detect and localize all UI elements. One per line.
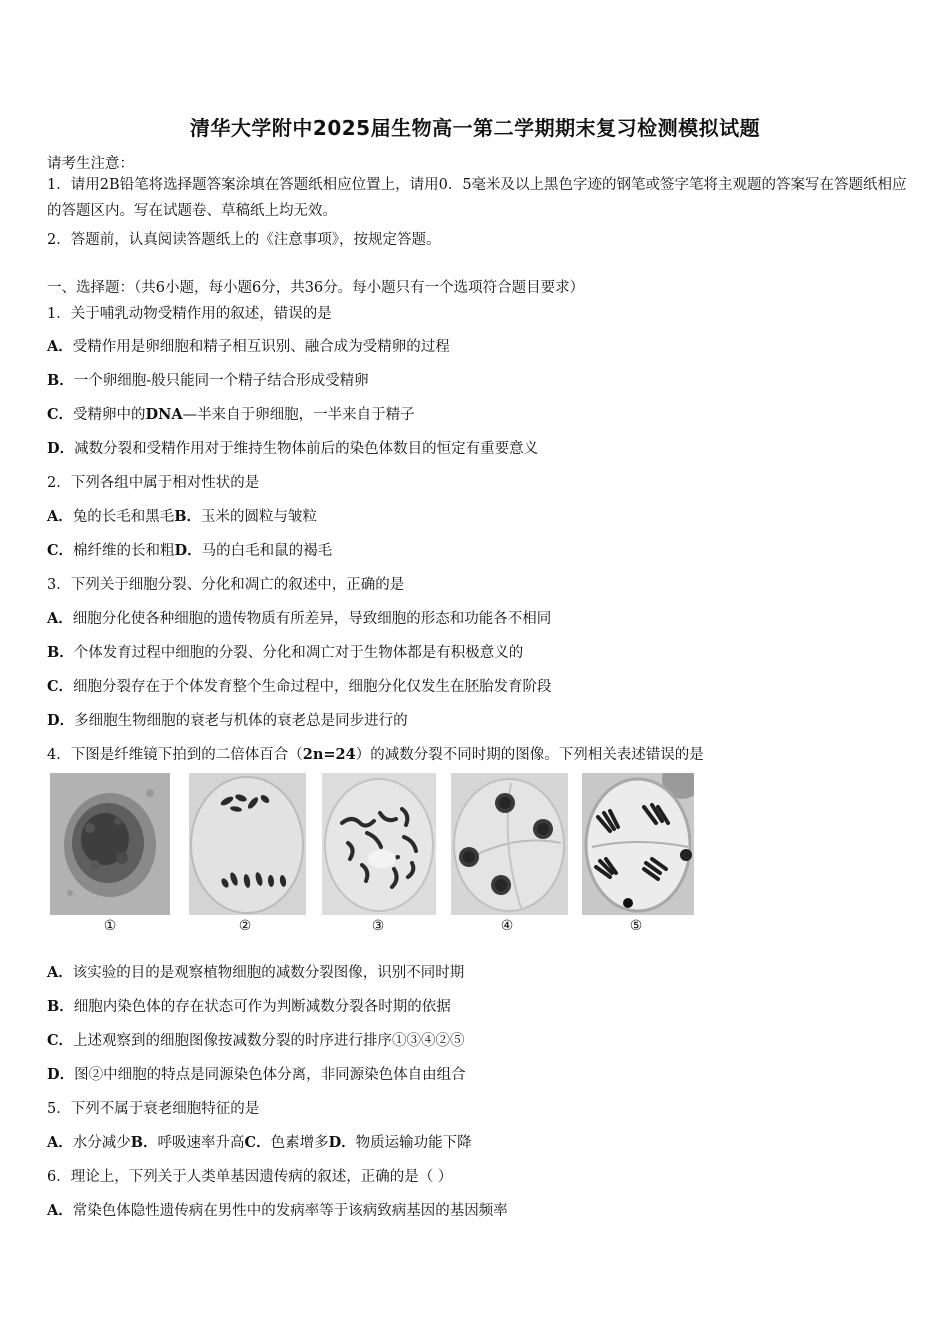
- q2-option-a-label: A．: [47, 508, 73, 525]
- q3-option-b-label: B．: [47, 644, 74, 661]
- notice-item-1: 1．请用2B铅笔将选择题答案涂填在答题纸相应位置上，请用0．5毫米及以上黑色字迹的钢笔或签字笔将主观题的答案写在答题纸相应的答题区内。写在试题卷、草稿纸上均无效。: [47, 177, 907, 219]
- q4-option-b: [47, 995, 451, 1016]
- q1-stem: 1．关于哺乳动物受精作用的叙述，错误的是: [47, 306, 332, 322]
- q4-option-d-text: 图②中细胞的特点是同源染色体分离，非同源染色体自由组合: [74, 1067, 466, 1083]
- section-heading: 一、选择题：（共6小题，每小题6分，共36分。每小题只有一个选项符合题目要求）: [47, 280, 585, 296]
- q3-option-c-label: C．: [47, 678, 74, 695]
- q6-stem: 6．理论上，下列关于人类单基因遗传病的叙述，正确的是（ ）: [47, 1169, 453, 1185]
- q5-option-d-label: D．: [328, 1134, 356, 1151]
- q2-option-d-text: 马的白毛和鼠的褐毛: [201, 543, 333, 559]
- q1-option-a-text: 受精作用是卵细胞和精子相互识别、融合成为受精卵的过程: [72, 339, 450, 355]
- figure-label-2: ②: [238, 918, 252, 934]
- q1-option-c: [47, 403, 415, 424]
- q4-stem-formula: 2n=24: [302, 746, 356, 763]
- q4-option-a-text: 该实验的目的是观察植物细胞的减数分裂图像，识别不同时期: [72, 965, 465, 981]
- notice-heading: 请考生注意：: [47, 156, 134, 172]
- q2-option-b-label: B．: [174, 508, 202, 525]
- q4-option-a-label: A．: [47, 964, 73, 981]
- q4-option-c-text: 上述观察到的细胞图像按减数分裂的时序进行排序①③④②⑤: [73, 1033, 465, 1049]
- q5-options: [47, 1131, 472, 1152]
- q4-stem-pre: 4．下图是纤维镜下拍到的二倍体百合（: [47, 747, 303, 763]
- q1-option-d: [47, 437, 538, 458]
- q6-option-a-text: 常染色体隐性遗传病在男性中的发病率等于该病致病基因的基因频率: [72, 1203, 508, 1219]
- q4-stem: [47, 743, 704, 764]
- q5-option-b: [131, 1135, 245, 1151]
- q1-option-c-label: C．: [47, 406, 74, 423]
- micrograph-panel-2: [189, 773, 306, 915]
- q1-option-b: [47, 369, 369, 390]
- q3-option-a-text: 细胞分化使各种细胞的遗传物质有所差异，导致细胞的形态和功能各不相同: [72, 611, 552, 627]
- figure-label-3: ③: [371, 918, 385, 934]
- micrograph-figure: [50, 773, 700, 943]
- q3-option-b-text: 个体发育过程中细胞的分裂、分化和凋亡对于生物体都是有积极意义的: [73, 645, 524, 661]
- q2-options-cd: [47, 539, 332, 560]
- q1-option-d-label: D．: [47, 440, 75, 457]
- micrograph-panel-3: [322, 773, 436, 915]
- q6-option-a-label: A．: [47, 1202, 73, 1219]
- exam-title: 清华大学附中2025届生物高一第二学期期末复习检测模拟试题: [189, 116, 761, 140]
- q5-option-d-text: 物质运输功能下降: [355, 1135, 472, 1151]
- q5-option-b-text: 呼吸速率升高: [157, 1135, 245, 1151]
- q4-option-c: [47, 1029, 465, 1050]
- figure-label-4: ④: [500, 918, 514, 934]
- q1-option-c-text-pre: 受精卵中的: [73, 407, 146, 423]
- q3-option-d-text: 多细胞生物细胞的衰老与机体的衰老总是同步进行的: [74, 713, 408, 729]
- q3-option-c: [47, 675, 552, 696]
- q5-option-a: [47, 1135, 131, 1151]
- q1-option-d-text: 减数分裂和受精作用对于维持生物体前后的染色体数目的恒定有重要意义: [74, 441, 539, 457]
- q1-option-a-label: A．: [47, 338, 73, 355]
- q4-option-b-text: 细胞内染色体的存在状态可作为判断减数分裂各时期的依据: [73, 999, 451, 1015]
- q5-stem: 5．下列不属于衰老细胞特征的是: [47, 1101, 260, 1117]
- q5-option-c-label: C．: [244, 1134, 271, 1151]
- q5-option-c-text: 色素增多: [270, 1135, 329, 1151]
- q5-option-a-label: A．: [47, 1134, 73, 1151]
- q6-option-a: [47, 1199, 508, 1220]
- q5-option-b-label: B．: [130, 1134, 158, 1151]
- q3-option-a: [47, 607, 551, 628]
- notice-item-2: 2．答题前，认真阅读答题纸上的《注意事项》，按规定答题。: [47, 232, 441, 248]
- q1-option-c-dna: DNA: [145, 406, 183, 423]
- micrograph-panel-5: [582, 773, 694, 915]
- q2-option-c-label: C．: [47, 542, 74, 559]
- q4-option-a: [47, 961, 464, 982]
- q1-option-a: [47, 335, 450, 356]
- q2-option-b-text: 玉米的圆粒与皱粒: [201, 509, 318, 525]
- q3-stem: 3．下列关于细胞分裂、分化和凋亡的叙述中，正确的是: [47, 577, 405, 593]
- q1-option-b-text: 一个卵细胞-般只能同一个精子结合形成受精卵: [73, 373, 369, 389]
- q3-option-b: [47, 641, 523, 662]
- q5-option-c: [245, 1135, 329, 1151]
- q4-option-d: [47, 1063, 466, 1084]
- micrograph-panel-1: [50, 773, 170, 915]
- q1-option-c-text-post: —半来自于卵细胞，一半来自于精子: [182, 407, 415, 423]
- q4-option-d-label: D．: [47, 1066, 75, 1083]
- figure-label-5: ⑤: [629, 918, 643, 934]
- q2-options-ab: [47, 505, 317, 526]
- q4-stem-post: ）的减数分裂不同时期的图像。下列相关表述错误的是: [355, 747, 704, 763]
- micrograph-panel-4: [451, 773, 568, 915]
- q4-option-b-label: B．: [47, 998, 74, 1015]
- q4-option-c-label: C．: [47, 1032, 74, 1049]
- q2-option-a-text: 兔的长毛和黑毛: [72, 509, 175, 525]
- q2-stem: 2．下列各组中属于相对性状的是: [47, 475, 260, 491]
- q3-option-d-label: D．: [47, 712, 75, 729]
- q1-option-b-label: B．: [47, 372, 74, 389]
- q3-option-d: [47, 709, 408, 730]
- q3-option-a-label: A．: [47, 610, 73, 627]
- q2-option-c-text: 棉纤维的长和粗: [73, 543, 175, 559]
- q3-option-c-text: 细胞分裂存在于个体发育整个生命过程中，细胞分化仅发生在胚胎发育阶段: [73, 679, 552, 695]
- q5-option-a-text: 水分减少: [72, 1135, 131, 1151]
- q5-option-d: [329, 1135, 472, 1151]
- figure-label-1: ①: [103, 918, 117, 934]
- q2-option-d-label: D．: [174, 542, 202, 559]
